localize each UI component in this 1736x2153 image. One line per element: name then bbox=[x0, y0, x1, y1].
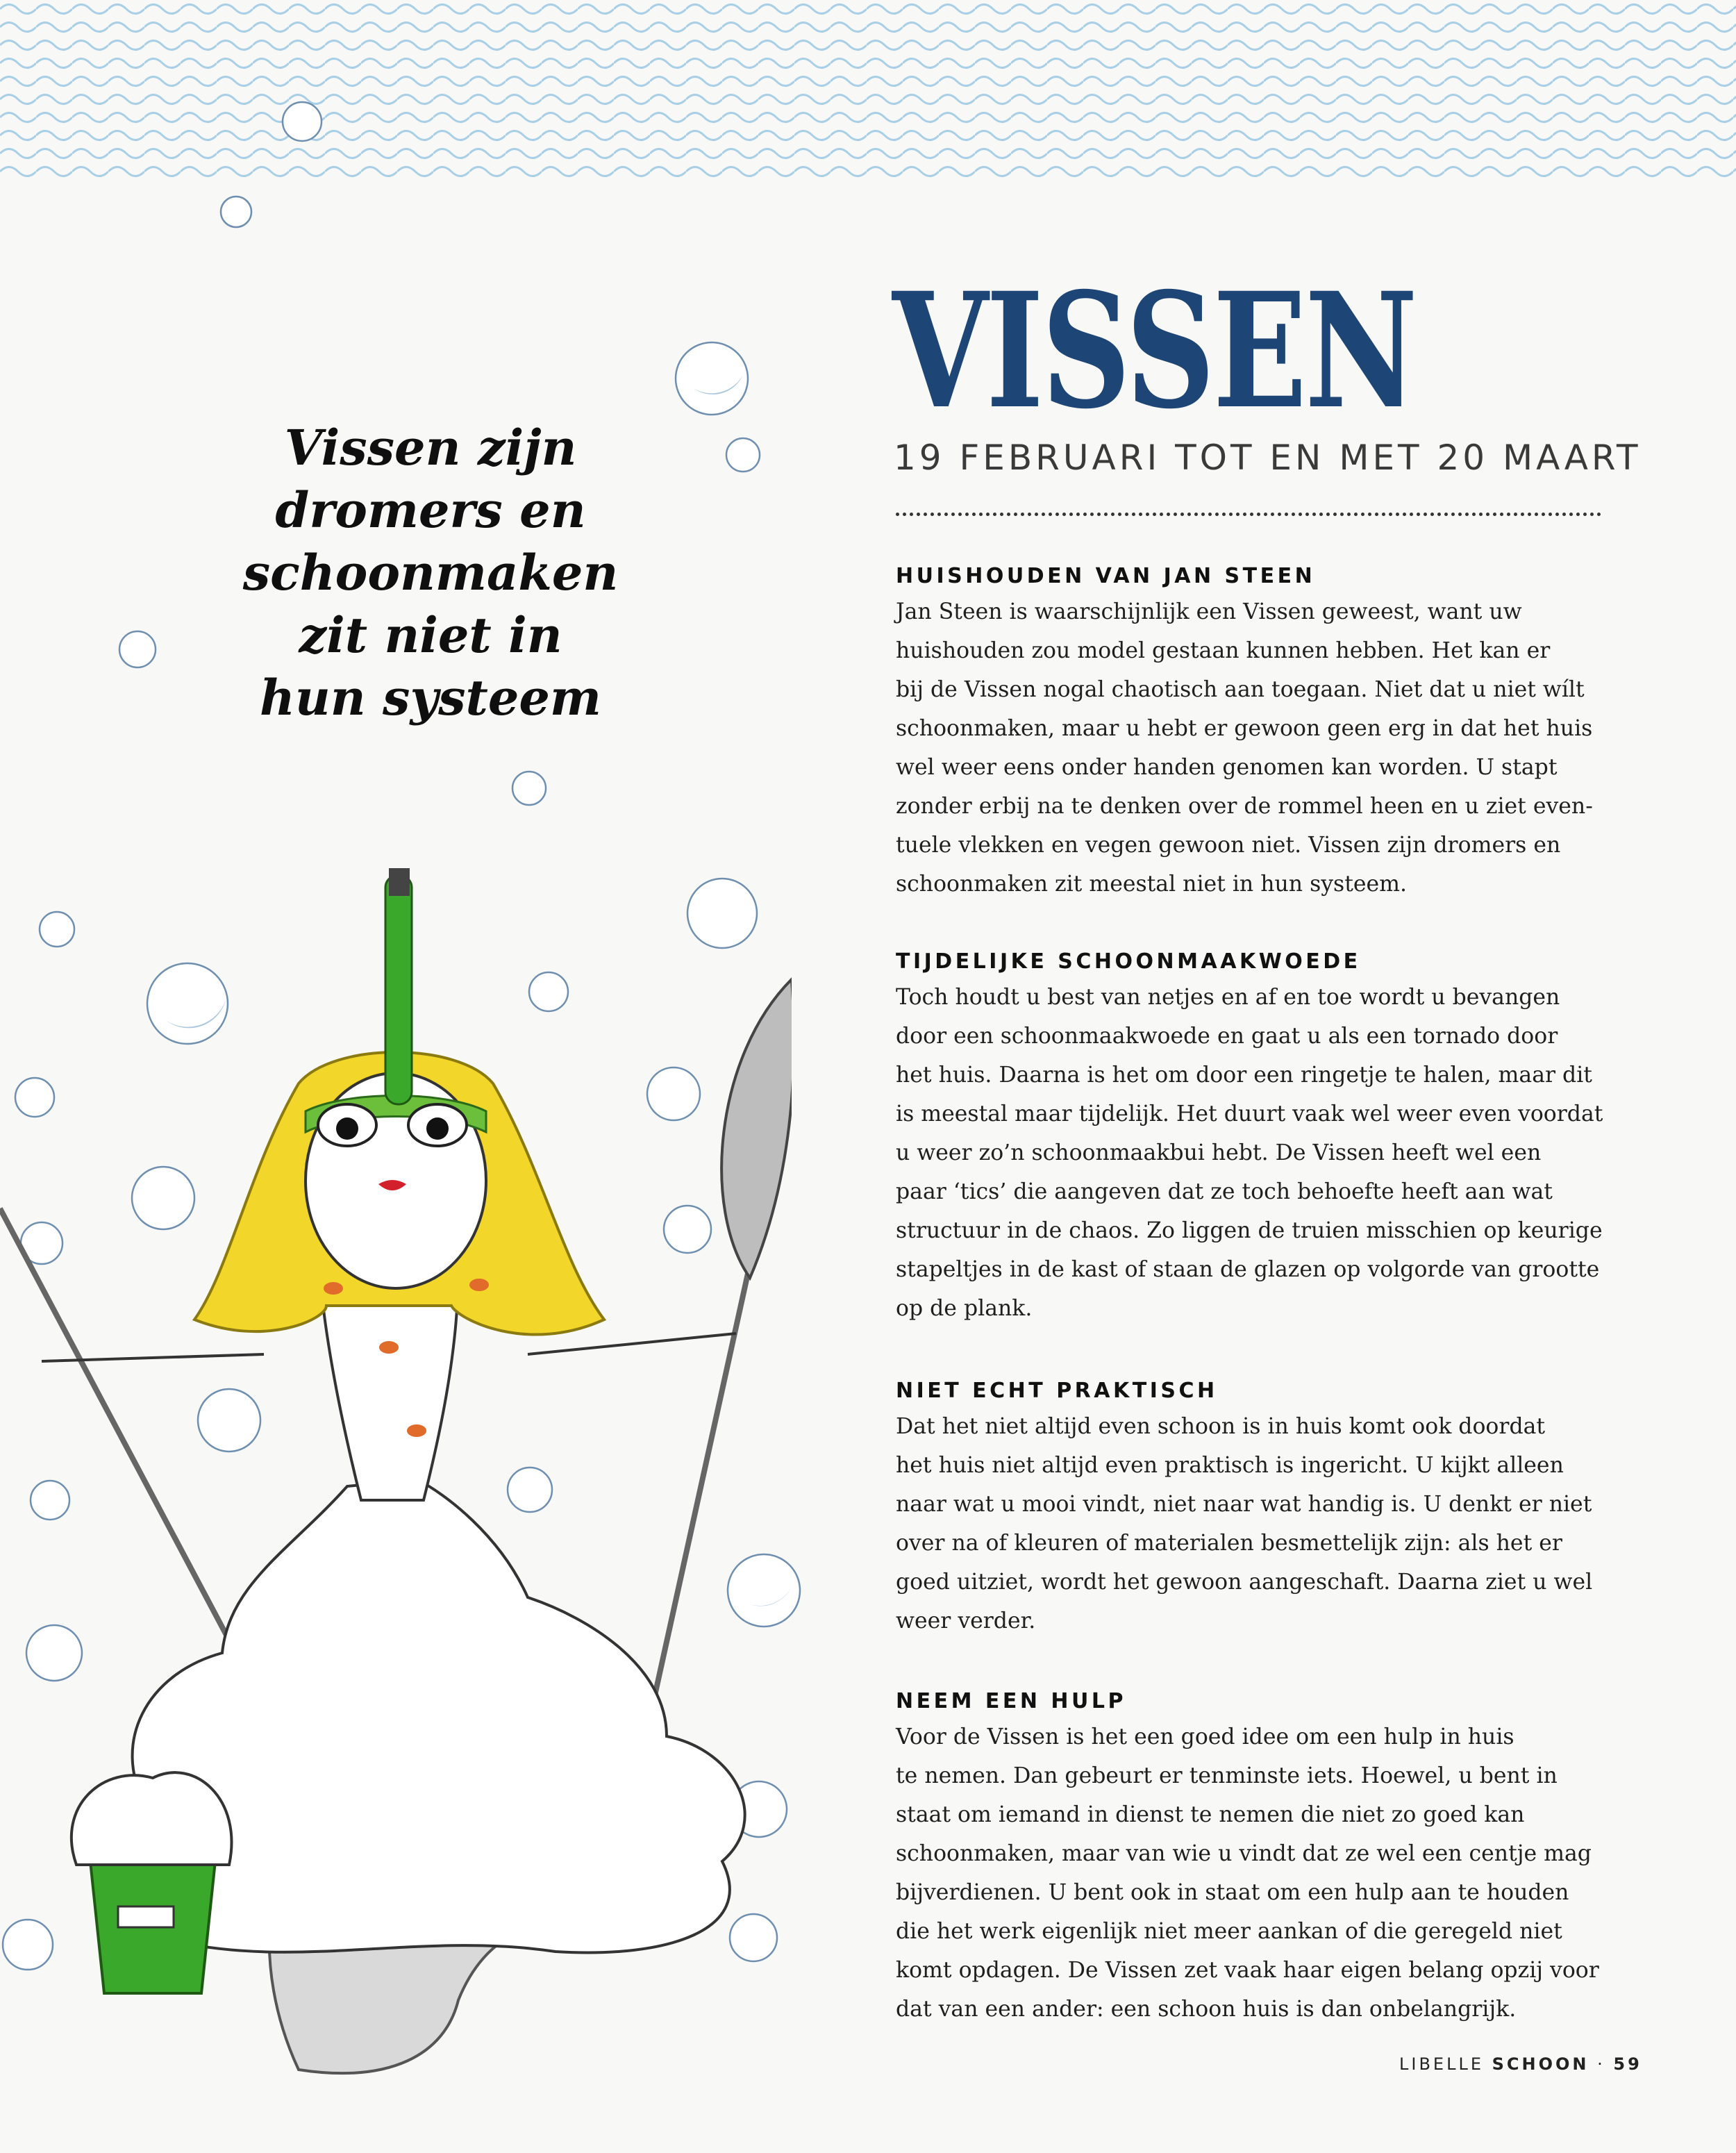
body-line: zonder erbij na te denken over de rommel heen en u ziet even- bbox=[896, 794, 1593, 819]
brush-bristles bbox=[389, 868, 410, 896]
body-line: staat om iemand in dienst te nemen die niet zo goed kan bbox=[896, 1802, 1525, 1827]
body-line: weer verder. bbox=[896, 1608, 1036, 1634]
body-line: over na of kleuren of materialen besmettelijk zijn: als het er bbox=[896, 1531, 1562, 1556]
body-line: naar wat u mooi vindt, niet naar wat handig is. U denkt er niet bbox=[896, 1492, 1592, 1517]
body-line: die het werk eigenlijk niet meer aankan of die geregeld niet bbox=[896, 1919, 1562, 1944]
bubble bbox=[676, 342, 748, 415]
pull-quote-line: Vissen zijn bbox=[284, 419, 577, 476]
footer-magazine: LIBELLE bbox=[1399, 2054, 1484, 2074]
bucket-foam bbox=[72, 1772, 232, 1865]
body-line: is meestal maar tijdelijk. Het duurt vaak wel weer even voordat bbox=[896, 1102, 1603, 1127]
section-hulp bbox=[896, 1689, 1618, 2029]
body-line: goed uitziet, wordt het gewoon aangeschaft. Daarna ziet u wel bbox=[896, 1570, 1593, 1595]
dotted-divider bbox=[896, 513, 1601, 516]
arm-right bbox=[528, 1333, 736, 1354]
bubble bbox=[283, 102, 322, 141]
body-line: schoonmaken zit meestal niet in hun systeem. bbox=[896, 872, 1408, 897]
body-line: op de plank. bbox=[896, 1296, 1033, 1321]
bubble bbox=[512, 772, 546, 805]
body-line: Toch houdt u best van netjes en af en toe wordt u bevangen bbox=[896, 985, 1560, 1010]
body-line: dat van een ander: een schoon huis is dan onbelangrijk. bbox=[896, 1997, 1517, 2022]
bubble bbox=[119, 631, 156, 667]
body-line: het huis. Daarna is het om door een ringetje te halen, maar dit bbox=[896, 1063, 1592, 1088]
body-line: het huis niet altijd even praktisch is ingericht. U kijkt alleen bbox=[896, 1453, 1564, 1478]
body-line: Jan Steen is waarschijnlijk een Vissen geweest, want uw bbox=[896, 599, 1522, 624]
section-praktisch bbox=[896, 1379, 1618, 1640]
body-line: bij de Vissen nogal chaotisch aan toegaan. Niet dat u niet wílt bbox=[896, 677, 1585, 702]
cleaning-woman-illustration bbox=[0, 820, 792, 2090]
section-heading: HUISHOUDEN VAN JAN STEEN bbox=[896, 564, 1316, 588]
pull-quote-line: zit niet in bbox=[299, 606, 562, 664]
section-heading: NIET ECHT PRAKTISCH bbox=[896, 1379, 1218, 1403]
body-line: schoonmaken, maar van wie u vindt dat ze wel een centje mag bbox=[896, 1841, 1592, 1866]
footer-brand: SCHOON bbox=[1492, 2054, 1589, 2074]
body-line: u weer zo’n schoonmaakbui hebt. De Vissen heeft wel een bbox=[896, 1140, 1542, 1165]
body-line: structuur in de chaos. Zo liggen de truien misschien op keurige bbox=[896, 1218, 1603, 1243]
bubble bbox=[221, 197, 251, 227]
pull-quote-line: dromers en bbox=[275, 481, 586, 539]
body-line: te nemen. Dan gebeurt er tenminste iets. Hoewel, u bent in bbox=[896, 1763, 1558, 1788]
footer-separator: · bbox=[1597, 2054, 1605, 2074]
body-line: Dat het niet altijd even schoon is in huis komt ook doordat bbox=[896, 1414, 1546, 1439]
broom-head-icon bbox=[721, 979, 792, 1278]
bubble bbox=[726, 438, 760, 472]
brush-icon bbox=[385, 875, 412, 1104]
date-range-subtitle: 19 FEBRUARI TOT EN MET 20 MAART bbox=[894, 438, 1642, 478]
body-line: Voor de Vissen is het een goed idee om een hulp in huis bbox=[896, 1724, 1514, 1749]
section-huishouden bbox=[896, 564, 1618, 904]
body-line: tuele vlekken en vegen gewoon niet. Vissen zijn dromers en bbox=[896, 833, 1561, 858]
pull-quote-line: schoonmaken bbox=[242, 544, 619, 601]
pull-quote bbox=[208, 417, 653, 729]
body-line: huishouden zou model gestaan kunnen hebben. Het kan er bbox=[896, 638, 1551, 663]
page-number: 59 bbox=[1613, 2054, 1642, 2074]
body-line: stapeltjes in de kast of staan de glazen op volgorde van grootte bbox=[896, 1257, 1600, 1282]
body-line: schoonmaken, maar u hebt er gewoon geen erg in dat het huis bbox=[896, 716, 1593, 741]
section-heading: NEEM EEN HULP bbox=[896, 1689, 1127, 1713]
body-line: komt opdagen. De Vissen zet vaak haar eigen belang opzij voor bbox=[896, 1958, 1599, 1983]
body-line: bijverdienen. U bent ook in staat om een hulp aan te houden bbox=[896, 1880, 1569, 1905]
pull-quote-line: hun systeem bbox=[259, 669, 602, 726]
section-heading: TIJDELIJKE SCHOONMAAKWOEDE bbox=[896, 949, 1361, 974]
section-schoonmaakwoede bbox=[896, 949, 1618, 1328]
body-line: door een schoonmaakwoede en gaat u als een tornado door bbox=[896, 1024, 1558, 1049]
bucket-label bbox=[118, 1906, 174, 1927]
body-line: paar ‘tics’ die aangeven dat ze toch behoefte heeft aan wat bbox=[896, 1179, 1553, 1204]
body-line: wel weer eens onder handen genomen kan worden. U stapt bbox=[896, 755, 1558, 780]
page-footer bbox=[1399, 2054, 1642, 2074]
page-title: VISSEN bbox=[892, 258, 1416, 444]
